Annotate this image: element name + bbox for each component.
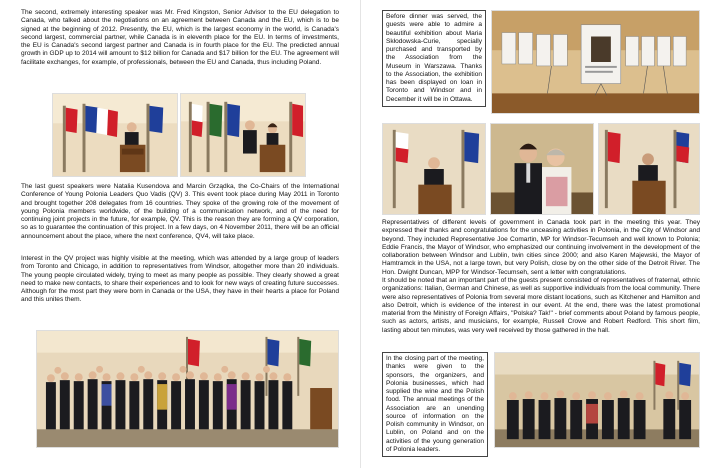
right-page xyxy=(361,0,722,468)
photo-group-speakers xyxy=(494,352,700,448)
box-closing: In the closing part of the meeting, thanks were given to the sponsors, the organizers, and Polonia businesses, which had supplied the wine and the Polish food. The annual meetings of the Association are an unending source of information on the Polish community in Windsor, on Lublin, on Poland and on the activities of the young generation of Polonia leaders. xyxy=(382,352,488,457)
paragraph-kingston: The second, extremely interesting speaker was Mr. Fred Kingston, Senior Advisor to the EU delegation to Canada, who talked about the negotiations on an agreement between Canada and the EU, which is to be signed at the beginning of 2012. Presently, the EU, which is the largest economy in the world, is Canada's second largest, commercial partner, while Canada is in eleventh place for the EU. In terms of investments, the EU is Canada's second largest partner and Canada is in fourth place for the EU. The predicted annual growth in GDP up to 2014 will amount to $12 billion for Canada and $17 billion for the EU. The agreement will facilitate exchanges, for example, of professionals, between the EU and Canada, thus including Poland. xyxy=(21,9,339,66)
photo-group-young-leaders xyxy=(36,330,339,448)
photo-exhibition xyxy=(491,10,700,114)
paragraph-representatives: Representatives of different levels of government in Canada took part in the meeting this year. They expressed their thanks and congratulations for the unceasing activities in Polonia, in the City of Windsor and beyond. They included Representative Joe Comartin, MP for Windsor-Tecumseh and well known to Polonia; Eddie Francis, the Mayor of Windsor, who emphasized our continuing involvement in the development of the collaboration between Windsor and Lublin, twin cities since 2000; and also Karen Majewski, the Mayor of Hamtramck in the USA, not a large town, but very Polish, close by on the other side of the Detroit River. The Hon. Dwight Duncan, MPP for Windsor-Tecumseh, sent a letter with congratulations. xyxy=(382,219,700,276)
photo-speaker-flags xyxy=(598,123,700,215)
paragraph-quo-vadis: The last guest speakers were Natalia Kusendova and Marcin Grządka, the Co-Chairs of the International Conference of Young Polonia Leaders Quo Vadis (QV) 3. This event took place during May 2011 in Toronto and brought together 208 delegates from 16 countries. They spoke of the growing role of the movement of young Polonia members worldwide, of the building of a communication network, and of the need for continuing joint projects in the future, for example, QV. This is the reason they are forming a QV corporation, so as to guarantee the continuation of this project. In a few days, on 4 November 2011, there will be an official announcement about the place, where the next conference, QV4, will take place. xyxy=(21,183,339,240)
photo-representative-podium xyxy=(382,123,486,215)
paragraph-interest: Interest in the QV project was highly visible at the meeting, which was attended by a large group of leaders from Toronto and Chicago, in addition to representatives from Windsor, altogether more than 20 individuals. The young people circulated widely, trying to meet as many people as possible. They clearly showed a great need to make new contacts, to share their experiences and to look for new ways of creating future successes. Although for the most part they were born in Canada or the USA, they have in their hearts a place for Poland and this unites them. xyxy=(21,255,339,304)
photo-mayor-and-guest xyxy=(490,123,594,215)
box-exhibition: Before dinner was served, the guests were able to admire a beautiful exhibition about Maria Skłodowska-Curie, specially purchased and transported by the Association from the Museum in Warszawa. Thanks to the Association, the exhibition has been displayed on loan in Toronto and Windsor and in December it will be in Ottawa. xyxy=(382,10,486,107)
photo-speaker-podium-2 xyxy=(180,93,306,177)
photo-speaker-podium-1 xyxy=(52,93,178,177)
paragraph-fraternal: It should be noted that an important part of the guests present consisted of representatives of fraternal, ethnic organizations: Italian, German and Chinese, as well as supportive individuals from the local community. There were also representatives of Polonia from several more distant locations, such as Kitchener and Hamilton and also Detroit, which is evidence of the interest in our event. At the end, there was the latest promotional material from the Ministry of Foreign Affairs, "Polska? Tak!" - brief comments about Poland by famous people, such as actors, artists, and musicians, for example, Russell Crowe and Robert Redford. This short film, lasting about ten minutes, was very well received by those gathered in the hall. xyxy=(382,277,700,334)
